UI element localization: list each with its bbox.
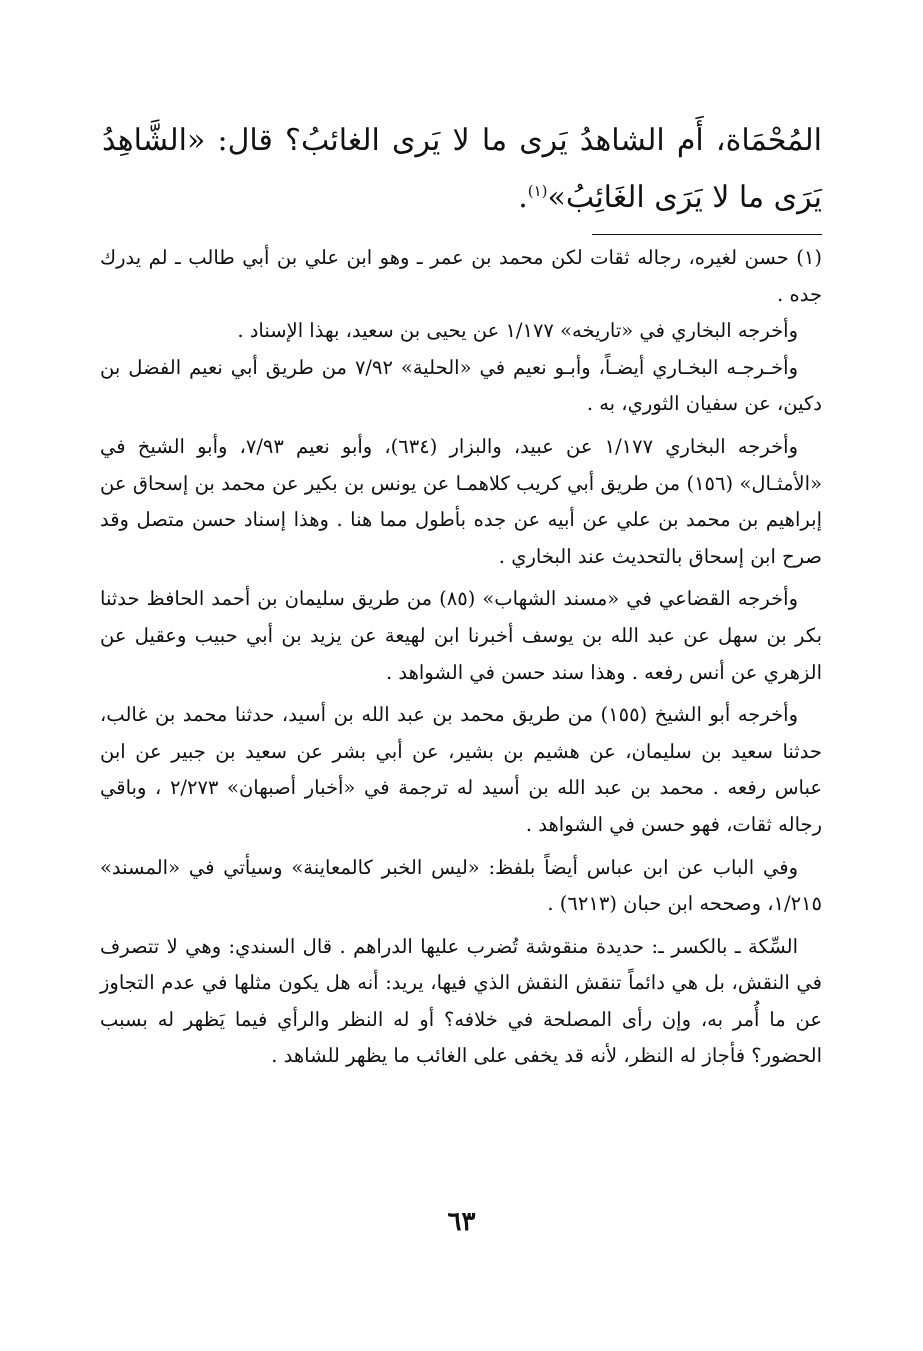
main-text-body: المُحْمَاة، أَم الشاهدُ يَرى ما لا يَرى الغائبُ؟ قال: «الشَّاهِدُ يَرَى ما لا يَرَى الغَائِبُ» — [102, 123, 822, 215]
main-text-end: . — [518, 180, 528, 215]
footnote-para-5: وأخرجه القضاعي في «مسند الشهاب» (٨٥) من طريق سليمان بن أحمد الحافظ حدثنا بكر بن سهل عن عبد الله بن يوسف أخبرنا ابن لهيعة عن يزيد بن أبي حبيب وعقيل عن الزهري عن أنس رفعه . وهذا سند حسن في الشواهد . — [100, 587, 822, 684]
footnote-para-6: وأخرجه أبو الشيخ (١٥٥) من طريق محمد بن عبد الله بن أسيد، حدثنا محمد بن غالب، حدثنا سعيد بن سليمان، عن هشيم بن بشير، عن أبي بشر عن سعيد بن جبير عن ابن عباس رفعه . محمد بن عبد الله بن أسيد له ترجمة في «أخبار أصبهان» ٢/٢٧٣ ، وباقي رجاله ثقات، فهو حسن في الشواهد . — [100, 703, 822, 836]
footnote-para-8: السِّكة ـ بالكسر ـ: حديدة منقوشة تُضرب عليها الدراهم . قال السندي: وهي لا تتصرف في النقش، بل هي دائماً تنقش النقش الذي فيها، يريد: أنه هل يكون مثلها في عدم التجاوز عن ما أُمر به، وإن رأى المصلحة في خلافه؟ أو له النظر والرأي فيما يَظهر له بسبب الحضور؟ فأجاز له النظر، لأنه قد يخفى على الغائب ما يظهر للشاهد . — [100, 934, 822, 1068]
footnote-para-2: وأخرجه البخاري في «تاريخه» ١/١٧٧ عن يحيى بن سعيد، بهذا الإسناد . — [237, 319, 798, 343]
main-text — [102, 112, 822, 226]
footnote-para-7: وفي الباب عن ابن عباس أيضاً بلفظ: «ليس الخبر كالمعاينة» وسيأتي في «المسند» ١/٢١٥، وصححه ابن حبان (٦٢١٣) . — [100, 855, 822, 916]
footnote-1: (١) حسن لغيره، رجاله ثقات لكن محمد بن عمر ـ وهو ابن علي بن أبي طالب ـ لم يدرك جده . — [100, 246, 822, 306]
footnotes — [100, 240, 822, 1075]
footnote-separator — [592, 234, 822, 235]
footnote-ref: (١) — [527, 182, 548, 200]
footnote-para-3: وأخـرجـه البخـاري أيضـاً، وأبـو نعيم في «الحلية» ٧/٩٢ من طريق أبي نعيم الفضل بن دكين، عن سفيان الثوري، به . — [100, 355, 822, 416]
footnote-para-4: وأخرجه البخاري ١/١٧٧ عن عبيد، والبزار (٦٣٤)، وأبو نعيم ٧/٩٣، وأبو الشيخ في «الأمثـال» (١٥٦) من طريق أبي كريب كلاهمـا عن يونس بن بكير عن محمد بن إسحاق عن إبراهيم بن محمد بن علي عن أبيه عن جده بأطول مما هنا . وهذا إسناد حسن متصل وقد صرح ابن إسحاق بالتحديث عند البخاري . — [100, 434, 823, 568]
page-number: ٦٣ — [447, 1207, 476, 1237]
